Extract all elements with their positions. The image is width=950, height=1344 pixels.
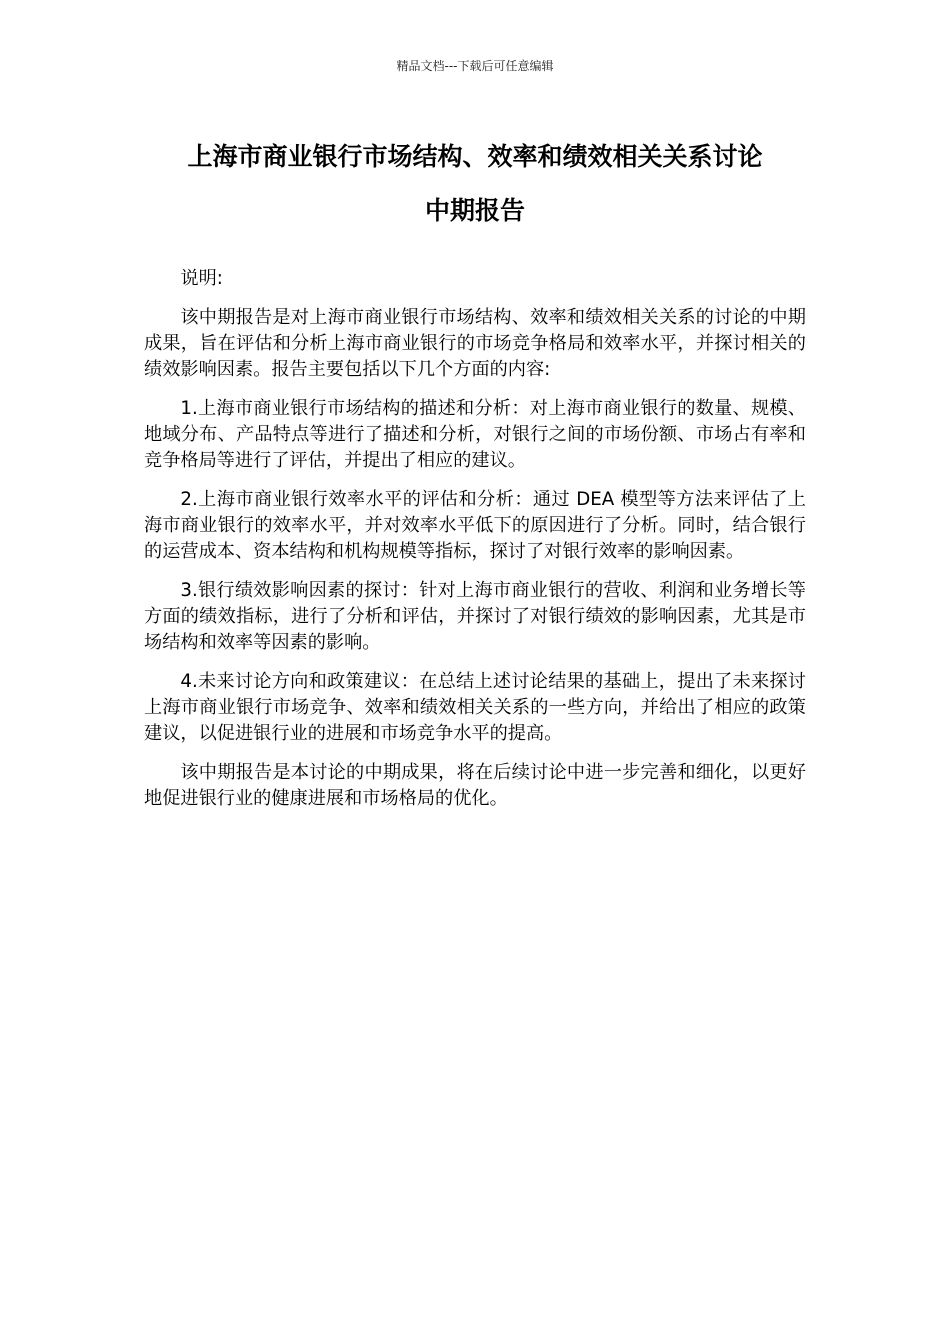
- document-title: [120, 130, 830, 238]
- explanation-label: 说明:: [180, 268, 223, 289]
- title-line-2: 中期报告: [424, 196, 525, 225]
- title-line-1: 上海市商业银行市场结构、效率和绩效相关关系讨论: [187, 142, 763, 171]
- header-note: 精品文档---下载后可任意编辑: [396, 59, 554, 73]
- section-2-paragraph: 2.上海市商业银行效率水平的评估和分析：通过 DEA 模型等方法来评估了上海市商业银行的效率水平，并对效率水平低下的原因进行了分析。同时，结合银行的运营成本、资本结构和机构规模等指标，探讨了对银行效率的影响因素。: [144, 489, 806, 562]
- section-3-paragraph: 3.银行绩效影响因素的探讨：针对上海市商业银行的营收、利润和业务增长等方面的绩效指标，进行了分析和评估，并探讨了对银行绩效的影响因素，尤其是市场结构和效率等因素的影响。: [144, 580, 806, 653]
- conclusion-paragraph: 该中期报告是本讨论的中期成果，将在后续讨论中进一步完善和细化，以更好地促进银行业的健康进展和市场格局的优化。: [144, 762, 806, 809]
- document-body: [144, 266, 806, 825]
- intro-paragraph: 该中期报告是对上海市商业银行市场结构、效率和绩效相关关系的讨论的中期成果，旨在评估和分析上海市商业银行的市场竞争格局和效率水平，并探讨相关的绩效影响因素。报告主要包括以下几个方面的内容:: [144, 307, 806, 380]
- section-4-paragraph: 4.未来讨论方向和政策建议：在总结上述讨论结果的基础上，提出了未来探讨上海市商业银行市场竞争、效率和绩效相关关系的一些方向，并给出了相应的政策建议，以促进银行业的进展和市场竞争水平的提高。: [144, 671, 806, 744]
- section-1-paragraph: 1.上海市商业银行市场结构的描述和分析：对上海市商业银行的数量、规模、地域分布、产品特点等进行了描述和分析，对银行之间的市场份额、市场占有率和竞争格局等进行了评估，并提出了相应的建议。: [144, 398, 806, 471]
